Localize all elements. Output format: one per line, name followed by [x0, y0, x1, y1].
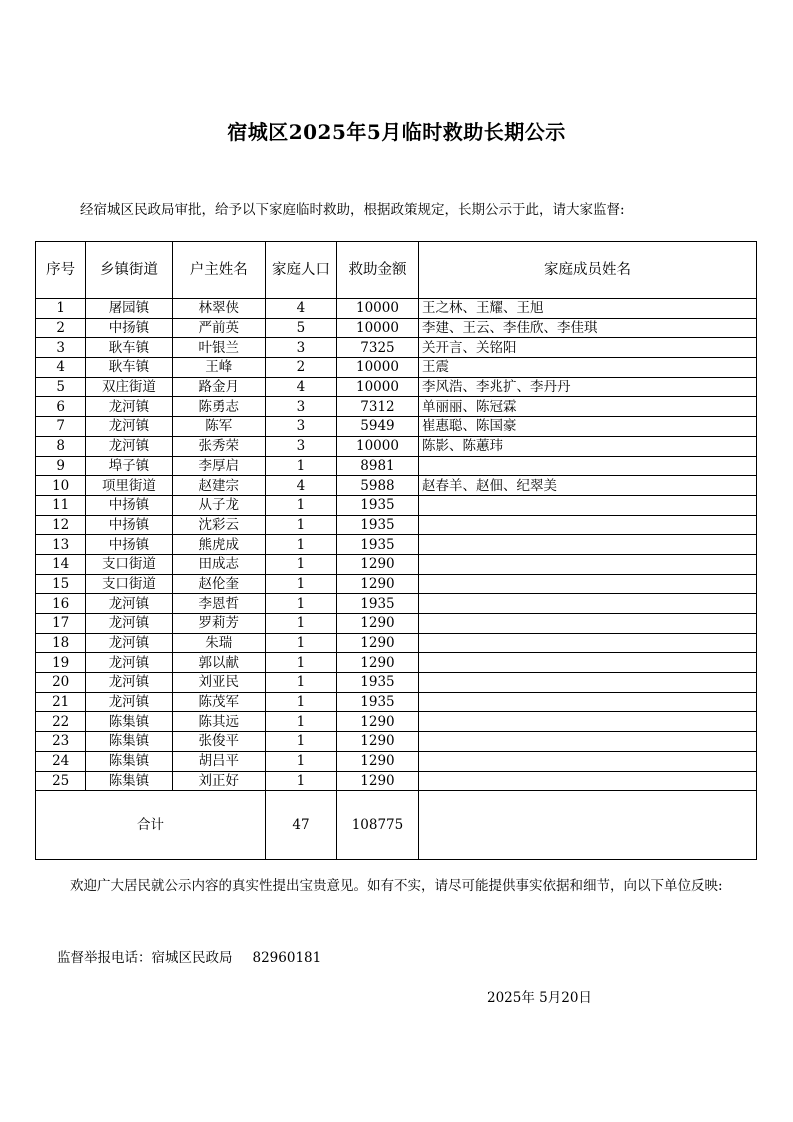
cell-population: 1	[266, 633, 337, 653]
cell-householder: 叶银兰	[172, 338, 265, 358]
total-amount: 108775	[336, 791, 418, 860]
table-row	[36, 338, 757, 358]
cell-population: 1	[266, 535, 337, 555]
cell-population: 2	[266, 358, 337, 378]
cell-population: 1	[266, 594, 337, 614]
table-row	[36, 633, 757, 653]
table-row	[36, 377, 757, 397]
table-row	[36, 436, 757, 456]
cell-householder: 赵建宗	[172, 476, 265, 496]
cell-serial: 23	[36, 732, 86, 752]
cell-amount: 1290	[336, 732, 418, 752]
table-row	[36, 495, 757, 515]
cell-amount: 1935	[336, 495, 418, 515]
table-row	[36, 614, 757, 634]
cell-population: 1	[266, 574, 337, 594]
cell-members	[419, 495, 757, 515]
cell-serial: 17	[36, 614, 86, 634]
cell-householder: 林翠侠	[172, 299, 265, 319]
cell-serial: 18	[36, 633, 86, 653]
cell-serial: 20	[36, 673, 86, 693]
cell-serial: 13	[36, 535, 86, 555]
cell-members: 陈影、陈蕙玮	[419, 436, 757, 456]
total-population: 47	[266, 791, 337, 860]
cell-amount: 1290	[336, 653, 418, 673]
cell-householder: 陈其远	[172, 712, 265, 732]
cell-members	[419, 614, 757, 634]
table-row	[36, 299, 757, 319]
cell-members: 关开言、关铭阳	[419, 338, 757, 358]
table-row	[36, 515, 757, 535]
cell-amount: 1935	[336, 515, 418, 535]
cell-serial: 24	[36, 751, 86, 771]
header-members: 家庭成员姓名	[419, 242, 757, 299]
cell-population: 1	[266, 771, 337, 791]
cell-town: 耿车镇	[86, 358, 172, 378]
cell-amount: 1935	[336, 594, 418, 614]
cell-members: 王之林、王耀、王旭	[419, 299, 757, 319]
cell-members	[419, 535, 757, 555]
cell-town: 陈集镇	[86, 751, 172, 771]
cell-population: 1	[266, 673, 337, 693]
cell-town: 支口街道	[86, 554, 172, 574]
cell-town: 中扬镇	[86, 495, 172, 515]
cell-householder: 张秀荣	[172, 436, 265, 456]
cell-members: 王震	[419, 358, 757, 378]
cell-amount: 1290	[336, 554, 418, 574]
cell-amount: 1935	[336, 535, 418, 555]
cell-town: 龙河镇	[86, 594, 172, 614]
header-town: 乡镇街道	[86, 242, 172, 299]
table-row	[36, 358, 757, 378]
cell-amount: 10000	[336, 318, 418, 338]
cell-householder: 李厚启	[172, 456, 265, 476]
cell-members: 单丽丽、陈冠霖	[419, 397, 757, 417]
table-row	[36, 712, 757, 732]
cell-amount: 1290	[336, 633, 418, 653]
cell-town: 陈集镇	[86, 712, 172, 732]
table-row	[36, 732, 757, 752]
cell-serial: 3	[36, 338, 86, 358]
publish-date: 2025年 5月20日	[487, 990, 592, 1006]
cell-members	[419, 673, 757, 693]
cell-amount: 7312	[336, 397, 418, 417]
cell-population: 1	[266, 653, 337, 673]
cell-householder: 沈彩云	[172, 515, 265, 535]
table-row	[36, 771, 757, 791]
cell-householder: 田成志	[172, 554, 265, 574]
cell-members	[419, 751, 757, 771]
cell-town: 中扬镇	[86, 535, 172, 555]
cell-town: 龙河镇	[86, 614, 172, 634]
cell-town: 龙河镇	[86, 417, 172, 437]
cell-members	[419, 732, 757, 752]
cell-householder: 陈茂军	[172, 692, 265, 712]
cell-town: 陈集镇	[86, 771, 172, 791]
relief-table	[35, 241, 757, 860]
cell-town: 龙河镇	[86, 397, 172, 417]
cell-town: 支口街道	[86, 574, 172, 594]
closing-text: 欢迎广大居民就公示内容的真实性提出宝贵意见。如有不实，请尽可能提供事实依据和细节，向以下单位反映:	[70, 878, 723, 894]
table-body	[36, 299, 757, 791]
cell-members: 赵春羊、赵佃、纪翠美	[419, 476, 757, 496]
cell-serial: 4	[36, 358, 86, 378]
cell-town: 龙河镇	[86, 633, 172, 653]
cell-amount: 1935	[336, 692, 418, 712]
cell-amount: 10000	[336, 358, 418, 378]
header-amount: 救助金额	[336, 242, 418, 299]
cell-population: 1	[266, 732, 337, 752]
table-row	[36, 574, 757, 594]
cell-members	[419, 554, 757, 574]
cell-members	[419, 771, 757, 791]
contact-phone: 82960181	[252, 950, 322, 966]
intro-text: 经宿城区民政局审批，给予以下家庭临时救助，根据政策规定，长期公示于此，请大家监督:	[80, 202, 625, 218]
cell-town: 龙河镇	[86, 673, 172, 693]
table-row	[36, 751, 757, 771]
cell-serial: 16	[36, 594, 86, 614]
cell-householder: 从子龙	[172, 495, 265, 515]
cell-amount: 1290	[336, 751, 418, 771]
cell-householder: 刘正好	[172, 771, 265, 791]
cell-amount: 10000	[336, 299, 418, 319]
cell-members	[419, 712, 757, 732]
table-row	[36, 417, 757, 437]
cell-town: 项里街道	[86, 476, 172, 496]
cell-amount: 1290	[336, 712, 418, 732]
cell-serial: 2	[36, 318, 86, 338]
cell-members: 李风浩、李兆扩、李丹丹	[419, 377, 757, 397]
cell-serial: 1	[36, 299, 86, 319]
total-members	[419, 791, 757, 860]
cell-serial: 9	[36, 456, 86, 476]
cell-members	[419, 574, 757, 594]
page-title: 宿城区2025年5月临时救助长期公示	[227, 120, 566, 144]
contact-line	[57, 946, 321, 966]
cell-members	[419, 456, 757, 476]
cell-serial: 22	[36, 712, 86, 732]
cell-householder: 刘亚民	[172, 673, 265, 693]
cell-amount: 1290	[336, 614, 418, 634]
header-population: 家庭人口	[266, 242, 337, 299]
table-row	[36, 673, 757, 693]
cell-members: 崔惠聪、陈国豪	[419, 417, 757, 437]
cell-population: 3	[266, 417, 337, 437]
cell-householder: 熊虎成	[172, 535, 265, 555]
cell-householder: 郭以献	[172, 653, 265, 673]
cell-amount: 8981	[336, 456, 418, 476]
table-row	[36, 476, 757, 496]
cell-town: 龙河镇	[86, 436, 172, 456]
cell-householder: 王峰	[172, 358, 265, 378]
cell-amount: 5949	[336, 417, 418, 437]
cell-members	[419, 633, 757, 653]
cell-town: 龙河镇	[86, 653, 172, 673]
cell-population: 4	[266, 377, 337, 397]
cell-householder: 严前英	[172, 318, 265, 338]
cell-members	[419, 692, 757, 712]
cell-population: 1	[266, 456, 337, 476]
cell-householder: 陈勇志	[172, 397, 265, 417]
cell-householder: 张俊平	[172, 732, 265, 752]
cell-population: 1	[266, 692, 337, 712]
cell-serial: 19	[36, 653, 86, 673]
cell-members	[419, 653, 757, 673]
cell-householder: 朱瑞	[172, 633, 265, 653]
cell-population: 1	[266, 515, 337, 535]
cell-population: 5	[266, 318, 337, 338]
cell-amount: 10000	[336, 377, 418, 397]
table-row	[36, 318, 757, 338]
cell-members	[419, 515, 757, 535]
cell-town: 中扬镇	[86, 318, 172, 338]
table-row	[36, 594, 757, 614]
header-householder: 户主姓名	[172, 242, 265, 299]
cell-amount: 7325	[336, 338, 418, 358]
cell-population: 1	[266, 554, 337, 574]
table-row	[36, 535, 757, 555]
cell-population: 3	[266, 397, 337, 417]
cell-amount: 1290	[336, 771, 418, 791]
cell-householder: 赵伦奎	[172, 574, 265, 594]
cell-serial: 5	[36, 377, 86, 397]
cell-members	[419, 594, 757, 614]
cell-population: 1	[266, 614, 337, 634]
cell-population: 1	[266, 495, 337, 515]
table-row	[36, 692, 757, 712]
cell-town: 双庄街道	[86, 377, 172, 397]
cell-amount: 5988	[336, 476, 418, 496]
cell-town: 屠园镇	[86, 299, 172, 319]
cell-members: 李建、王云、李佳欣、李佳琪	[419, 318, 757, 338]
cell-population: 1	[266, 712, 337, 732]
cell-serial: 7	[36, 417, 86, 437]
cell-householder: 陈军	[172, 417, 265, 437]
cell-serial: 8	[36, 436, 86, 456]
cell-serial: 11	[36, 495, 86, 515]
cell-town: 陈集镇	[86, 732, 172, 752]
header-serial: 序号	[36, 242, 86, 299]
total-row	[36, 791, 757, 860]
cell-serial: 6	[36, 397, 86, 417]
contact-label: 监督举报电话：宿城区民政局	[57, 950, 233, 966]
cell-householder: 李恩哲	[172, 594, 265, 614]
cell-town: 中扬镇	[86, 515, 172, 535]
table-header-row	[36, 242, 757, 299]
table-row	[36, 653, 757, 673]
cell-serial: 10	[36, 476, 86, 496]
cell-town: 耿车镇	[86, 338, 172, 358]
cell-town: 埠子镇	[86, 456, 172, 476]
cell-amount: 1290	[336, 574, 418, 594]
cell-amount: 1935	[336, 673, 418, 693]
table-row	[36, 554, 757, 574]
table-row	[36, 456, 757, 476]
cell-householder: 路金月	[172, 377, 265, 397]
cell-population: 4	[266, 476, 337, 496]
cell-householder: 胡吕平	[172, 751, 265, 771]
cell-householder: 罗莉芳	[172, 614, 265, 634]
cell-population: 3	[266, 436, 337, 456]
cell-serial: 25	[36, 771, 86, 791]
cell-population: 4	[266, 299, 337, 319]
cell-serial: 12	[36, 515, 86, 535]
cell-population: 3	[266, 338, 337, 358]
cell-town: 龙河镇	[86, 692, 172, 712]
cell-serial: 14	[36, 554, 86, 574]
total-label: 合计	[36, 791, 266, 860]
cell-population: 1	[266, 751, 337, 771]
cell-serial: 15	[36, 574, 86, 594]
cell-amount: 10000	[336, 436, 418, 456]
table-row	[36, 397, 757, 417]
cell-serial: 21	[36, 692, 86, 712]
